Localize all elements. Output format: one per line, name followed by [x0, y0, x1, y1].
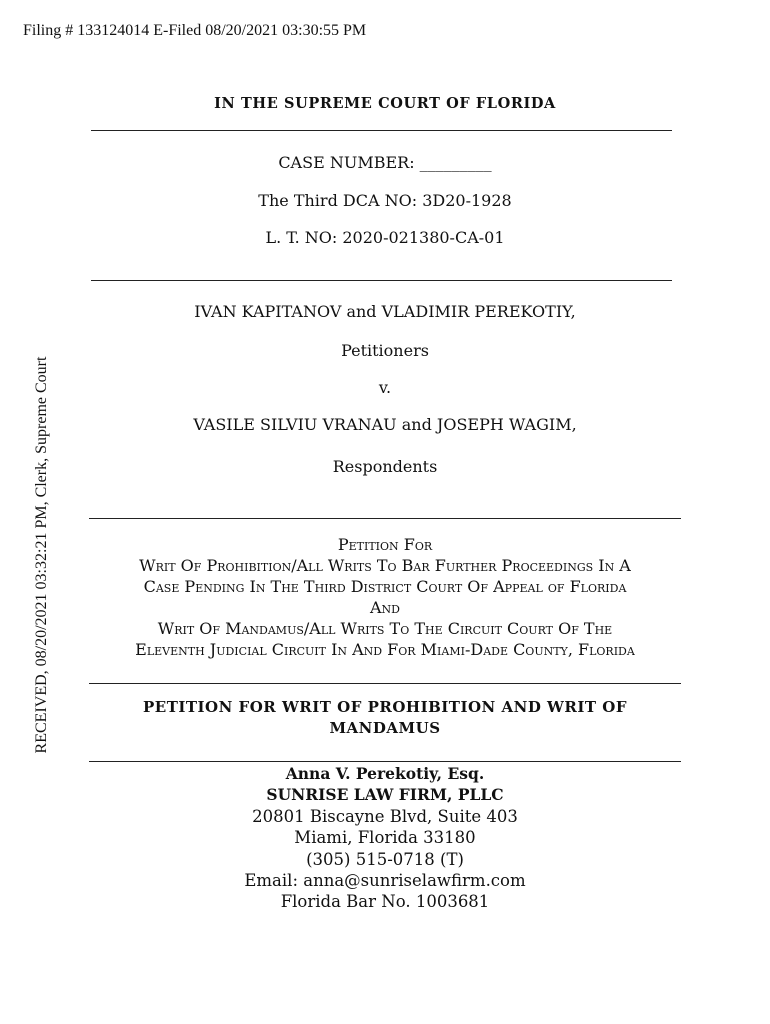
versus: v.: [378, 378, 392, 397]
document-title-line: PETITION FOR WRIT OF PROHIBITION AND WRIT OF: [142, 698, 627, 716]
document-title: [0, 697, 770, 739]
petition-heading-line: Writ Of Prohibition/All Writs To Bar Further Proceedings In A: [139, 556, 631, 575]
dca-number: The Third DCA NO: 3D20-1928: [258, 191, 512, 210]
petitioners: IVAN KAPITANOV and VLADIMIR PEREKOTIY,: [194, 302, 576, 321]
address-line-1: 20801 Biscayne Blvd, Suite 403: [252, 806, 518, 826]
court-name: IN THE SUPREME COURT OF FLORIDA: [214, 95, 556, 112]
received-stamp: RECEIVED, 08/20/2021 03:32:21 PM, Clerk, Supreme Court: [33, 356, 50, 754]
divider: [91, 280, 672, 281]
petitioners-role: Petitioners: [341, 341, 429, 360]
divider: [91, 130, 672, 131]
phone: (305) 515-0718 (T): [306, 849, 464, 869]
filing-header: Filing # 133124014 E-Filed 08/20/2021 03:30:55 PM: [23, 22, 367, 39]
address-line-2: Miami, Florida 33180: [294, 828, 476, 848]
lt-number: L. T. NO: 2020-021380-CA-01: [265, 228, 505, 247]
divider: [89, 518, 681, 519]
law-firm: SUNRISE LAW FIRM, PLLC: [266, 785, 504, 805]
petition-heading-line: Eleventh Judicial Circuit In And For Miami-Dade County, Florida: [135, 640, 635, 659]
petition-heading-line: Case Pending In The Third District Court Of Appeal of Florida: [143, 577, 627, 596]
document-title-line: MANDAMUS: [329, 719, 441, 737]
petition-heading-line: Petition For: [337, 535, 433, 554]
email: Email: anna@sunriselawfirm.com: [244, 871, 526, 891]
petition-heading-line: And: [370, 598, 400, 617]
divider: [89, 761, 681, 762]
attorney-name: Anna V. Perekotiy, Esq.: [285, 764, 485, 783]
divider: [89, 683, 681, 684]
respondents: VASILE SILVIU VRANAU and JOSEPH WAGIM,: [193, 415, 577, 434]
case-number: CASE NUMBER: _________: [278, 153, 492, 172]
attorney-block: [0, 763, 770, 913]
bar-number: Florida Bar No. 1003681: [280, 892, 490, 912]
petition-heading-line: Writ Of Mandamus/All Writs To The Circuit Court Of The: [157, 619, 613, 638]
respondents-role: Respondents: [332, 457, 438, 476]
